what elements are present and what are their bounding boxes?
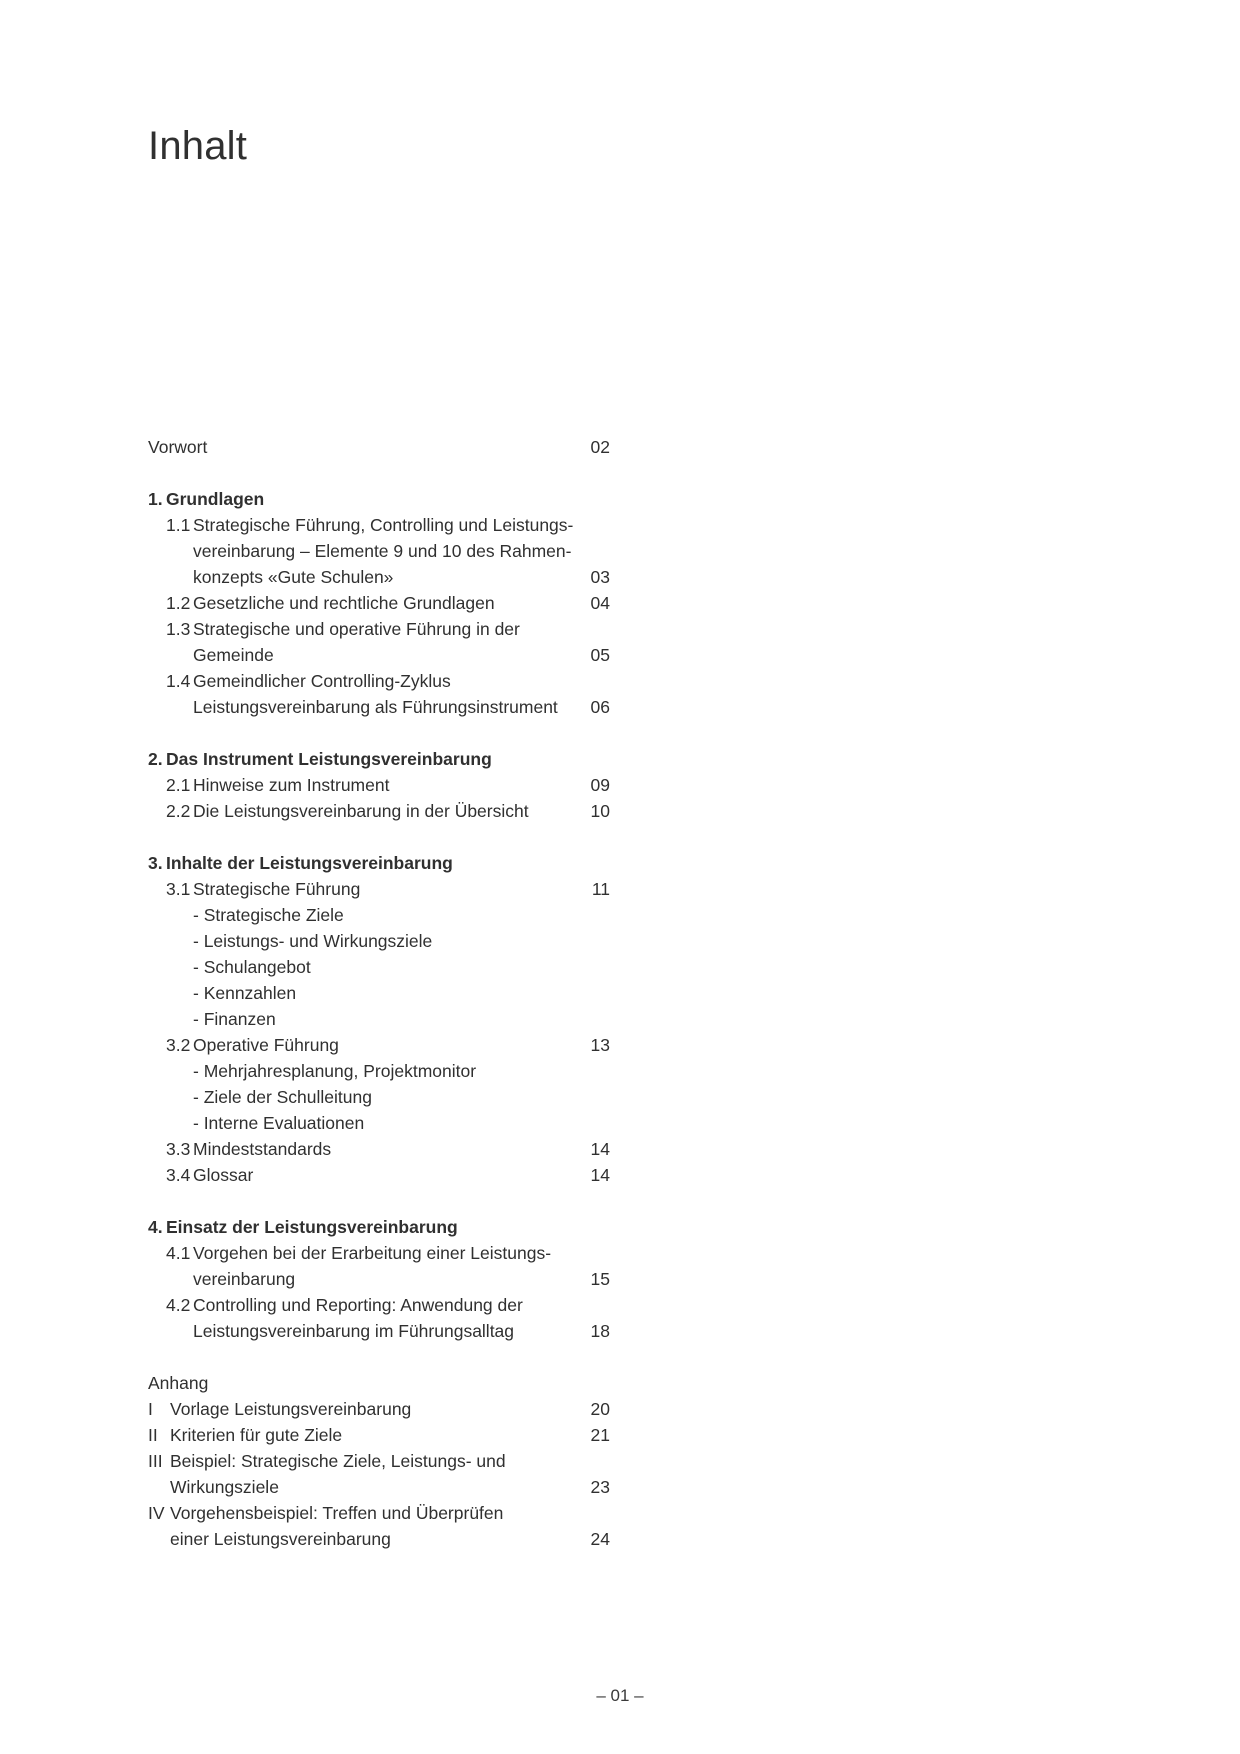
toc-entry-label: Strategische Führung, Controlling und Leistungs- <box>193 515 574 535</box>
toc-entry <box>148 694 610 720</box>
toc-entry-label: einer Leistungsvereinbarung <box>170 1529 391 1549</box>
toc-entry-label: - Mehrjahresplanung, Projektmonitor <box>193 1061 477 1081</box>
toc-entry <box>148 616 610 642</box>
toc-entry-page: 14 <box>590 1139 610 1159</box>
toc-entry-label: - Schulangebot <box>193 957 311 977</box>
toc-entry <box>148 1058 610 1084</box>
toc-entry <box>148 1318 610 1344</box>
toc-entry <box>148 1214 610 1240</box>
toc-entry-number: 3.4 <box>166 1165 191 1185</box>
toc-entry-label: Vorwort <box>148 437 208 457</box>
toc-entry-number: 1. <box>148 489 163 509</box>
toc-entry-page: 02 <box>590 437 610 457</box>
toc-entry-number: II <box>148 1425 158 1445</box>
toc-entry-label: konzepts «Gute Schulen» <box>193 567 394 587</box>
toc-entry <box>148 1396 610 1422</box>
toc-entry <box>148 486 610 512</box>
toc-entry-label: Die Leistungsvereinbarung in der Übersicht <box>193 801 529 821</box>
toc-entry-page: 20 <box>590 1399 610 1419</box>
toc-entry-page: 21 <box>590 1425 610 1445</box>
toc-entry <box>148 642 610 668</box>
toc-entry-number: 4.2 <box>166 1295 191 1315</box>
page-number-footer: – 01 – <box>596 1686 644 1705</box>
toc-entry <box>148 1422 610 1448</box>
page-title: Inhalt <box>148 123 248 168</box>
toc-entry-page: 23 <box>590 1477 610 1497</box>
toc-entry <box>148 1136 610 1162</box>
toc-entry-number: 1.1 <box>166 515 191 535</box>
toc-entry-page: 13 <box>590 1035 610 1055</box>
toc-entry <box>148 434 610 460</box>
toc-entry-number: 3.3 <box>166 1139 191 1159</box>
toc-entry <box>148 1474 610 1500</box>
toc-entry-number: 3.2 <box>166 1035 191 1055</box>
toc-entry-number: 4.1 <box>166 1243 191 1263</box>
toc-entry-page: 15 <box>590 1269 610 1289</box>
toc-entry-page: 09 <box>590 775 610 795</box>
toc-entry-label: Einsatz der Leistungsvereinbarung <box>166 1217 458 1237</box>
toc-entry-number: III <box>148 1451 163 1471</box>
toc-entry-label: Glossar <box>193 1165 254 1185</box>
toc-entry-number: 2.1 <box>166 775 191 795</box>
toc-entry-number: 3.1 <box>166 879 191 899</box>
toc-entry-label: Operative Führung <box>193 1035 339 1055</box>
toc-entry-label: Inhalte der Leistungsvereinbarung <box>166 853 453 873</box>
toc-entry-label: Anhang <box>148 1373 209 1393</box>
toc-entry <box>148 954 610 980</box>
toc-entry-label: Controlling und Reporting: Anwendung der <box>193 1295 523 1315</box>
toc-entry-number: 1.2 <box>166 593 191 613</box>
toc-entry <box>148 1110 610 1136</box>
toc-entry-label: vereinbarung – Elemente 9 und 10 des Rahmen- <box>193 541 572 561</box>
toc-entry-number: 1.3 <box>166 619 191 639</box>
toc-entry-page: 11 <box>591 879 610 899</box>
toc-entry <box>148 928 610 954</box>
toc-entry-label: Grundlagen <box>166 489 265 509</box>
toc-entry-label: Beispiel: Strategische Ziele, Leistungs- und <box>170 1451 506 1471</box>
toc-entry-number: 2. <box>148 749 163 769</box>
toc-entry-page: 14 <box>590 1165 610 1185</box>
toc-entry-page: 03 <box>590 567 610 587</box>
toc-entry-label: - Kennzahlen <box>193 983 297 1003</box>
toc-entry-label: Strategische Führung <box>193 879 361 899</box>
toc-entry-page: 06 <box>590 697 610 717</box>
toc-entry-label: Das Instrument Leistungsvereinbarung <box>166 749 492 769</box>
toc-entry <box>148 1006 610 1032</box>
toc-entry-number: I <box>148 1399 153 1419</box>
toc-entry <box>148 746 610 772</box>
toc-entry-label: Strategische und operative Führung in der <box>193 619 520 639</box>
toc-entry-label: Gemeindlicher Controlling-Zyklus <box>193 671 451 691</box>
toc-entry-label: - Interne Evaluationen <box>193 1113 365 1133</box>
toc-entry <box>148 564 610 590</box>
toc-entry <box>148 1292 610 1318</box>
toc-entry <box>148 668 610 694</box>
toc-entry-label: - Ziele der Schulleitung <box>193 1087 372 1107</box>
toc-entry <box>148 538 610 564</box>
toc-entry <box>148 772 610 798</box>
toc-entry-label: Vorgehensbeispiel: Treffen und Überprüfen <box>170 1503 504 1523</box>
toc-entry <box>148 590 610 616</box>
toc-entry-label: Gemeinde <box>193 645 274 665</box>
toc-entry-label: Leistungsvereinbarung als Führungsinstrument <box>193 697 558 717</box>
toc-entry <box>148 798 610 824</box>
toc-entry-page: 18 <box>590 1321 610 1341</box>
toc-entry <box>148 1448 610 1474</box>
toc-entry-number: IV <box>148 1503 165 1523</box>
toc-entry <box>148 1032 610 1058</box>
toc-entry-label: - Leistungs- und Wirkungsziele <box>193 931 433 951</box>
toc-entry-page: 24 <box>590 1529 610 1549</box>
toc-entry <box>148 1526 610 1552</box>
toc-entry <box>148 1162 610 1188</box>
toc-entry-label: - Finanzen <box>193 1009 276 1029</box>
toc-entry-page: 10 <box>590 801 610 821</box>
toc-entry-number: 1.4 <box>166 671 191 691</box>
toc-entry-label: Gesetzliche und rechtliche Grundlagen <box>193 593 495 613</box>
toc-entry-label: Leistungsvereinbarung im Führungsalltag <box>193 1321 515 1341</box>
toc-entry-number: 2.2 <box>166 801 191 821</box>
toc-entry <box>148 850 610 876</box>
toc-entry <box>148 1266 610 1292</box>
toc-entry-label: vereinbarung <box>193 1269 296 1289</box>
toc-entry-number: 4. <box>148 1217 163 1237</box>
toc-entry <box>148 1370 610 1396</box>
toc-entry-page: 04 <box>590 593 610 613</box>
toc-entry <box>148 512 610 538</box>
toc-entry <box>148 876 610 902</box>
toc-entry-label: Mindeststandards <box>193 1139 332 1159</box>
toc-entry <box>148 1084 610 1110</box>
toc-entry-label: Wirkungsziele <box>170 1477 279 1497</box>
toc-entry-number: 3. <box>148 853 163 873</box>
toc-entry <box>148 980 610 1006</box>
toc-entry-label: Kriterien für gute Ziele <box>170 1425 343 1445</box>
toc-entry <box>148 902 610 928</box>
toc-entry-label: Hinweise zum Instrument <box>193 775 390 795</box>
toc-entry <box>148 1500 610 1526</box>
toc-entry-page: 05 <box>590 645 610 665</box>
toc-entry-label: Vorlage Leistungsvereinbarung <box>170 1399 412 1419</box>
toc-entry <box>148 1240 610 1266</box>
toc-entry-label: - Strategische Ziele <box>193 905 344 925</box>
toc-entry-label: Vorgehen bei der Erarbeitung einer Leistungs- <box>193 1243 552 1263</box>
toc-list <box>148 434 610 1552</box>
